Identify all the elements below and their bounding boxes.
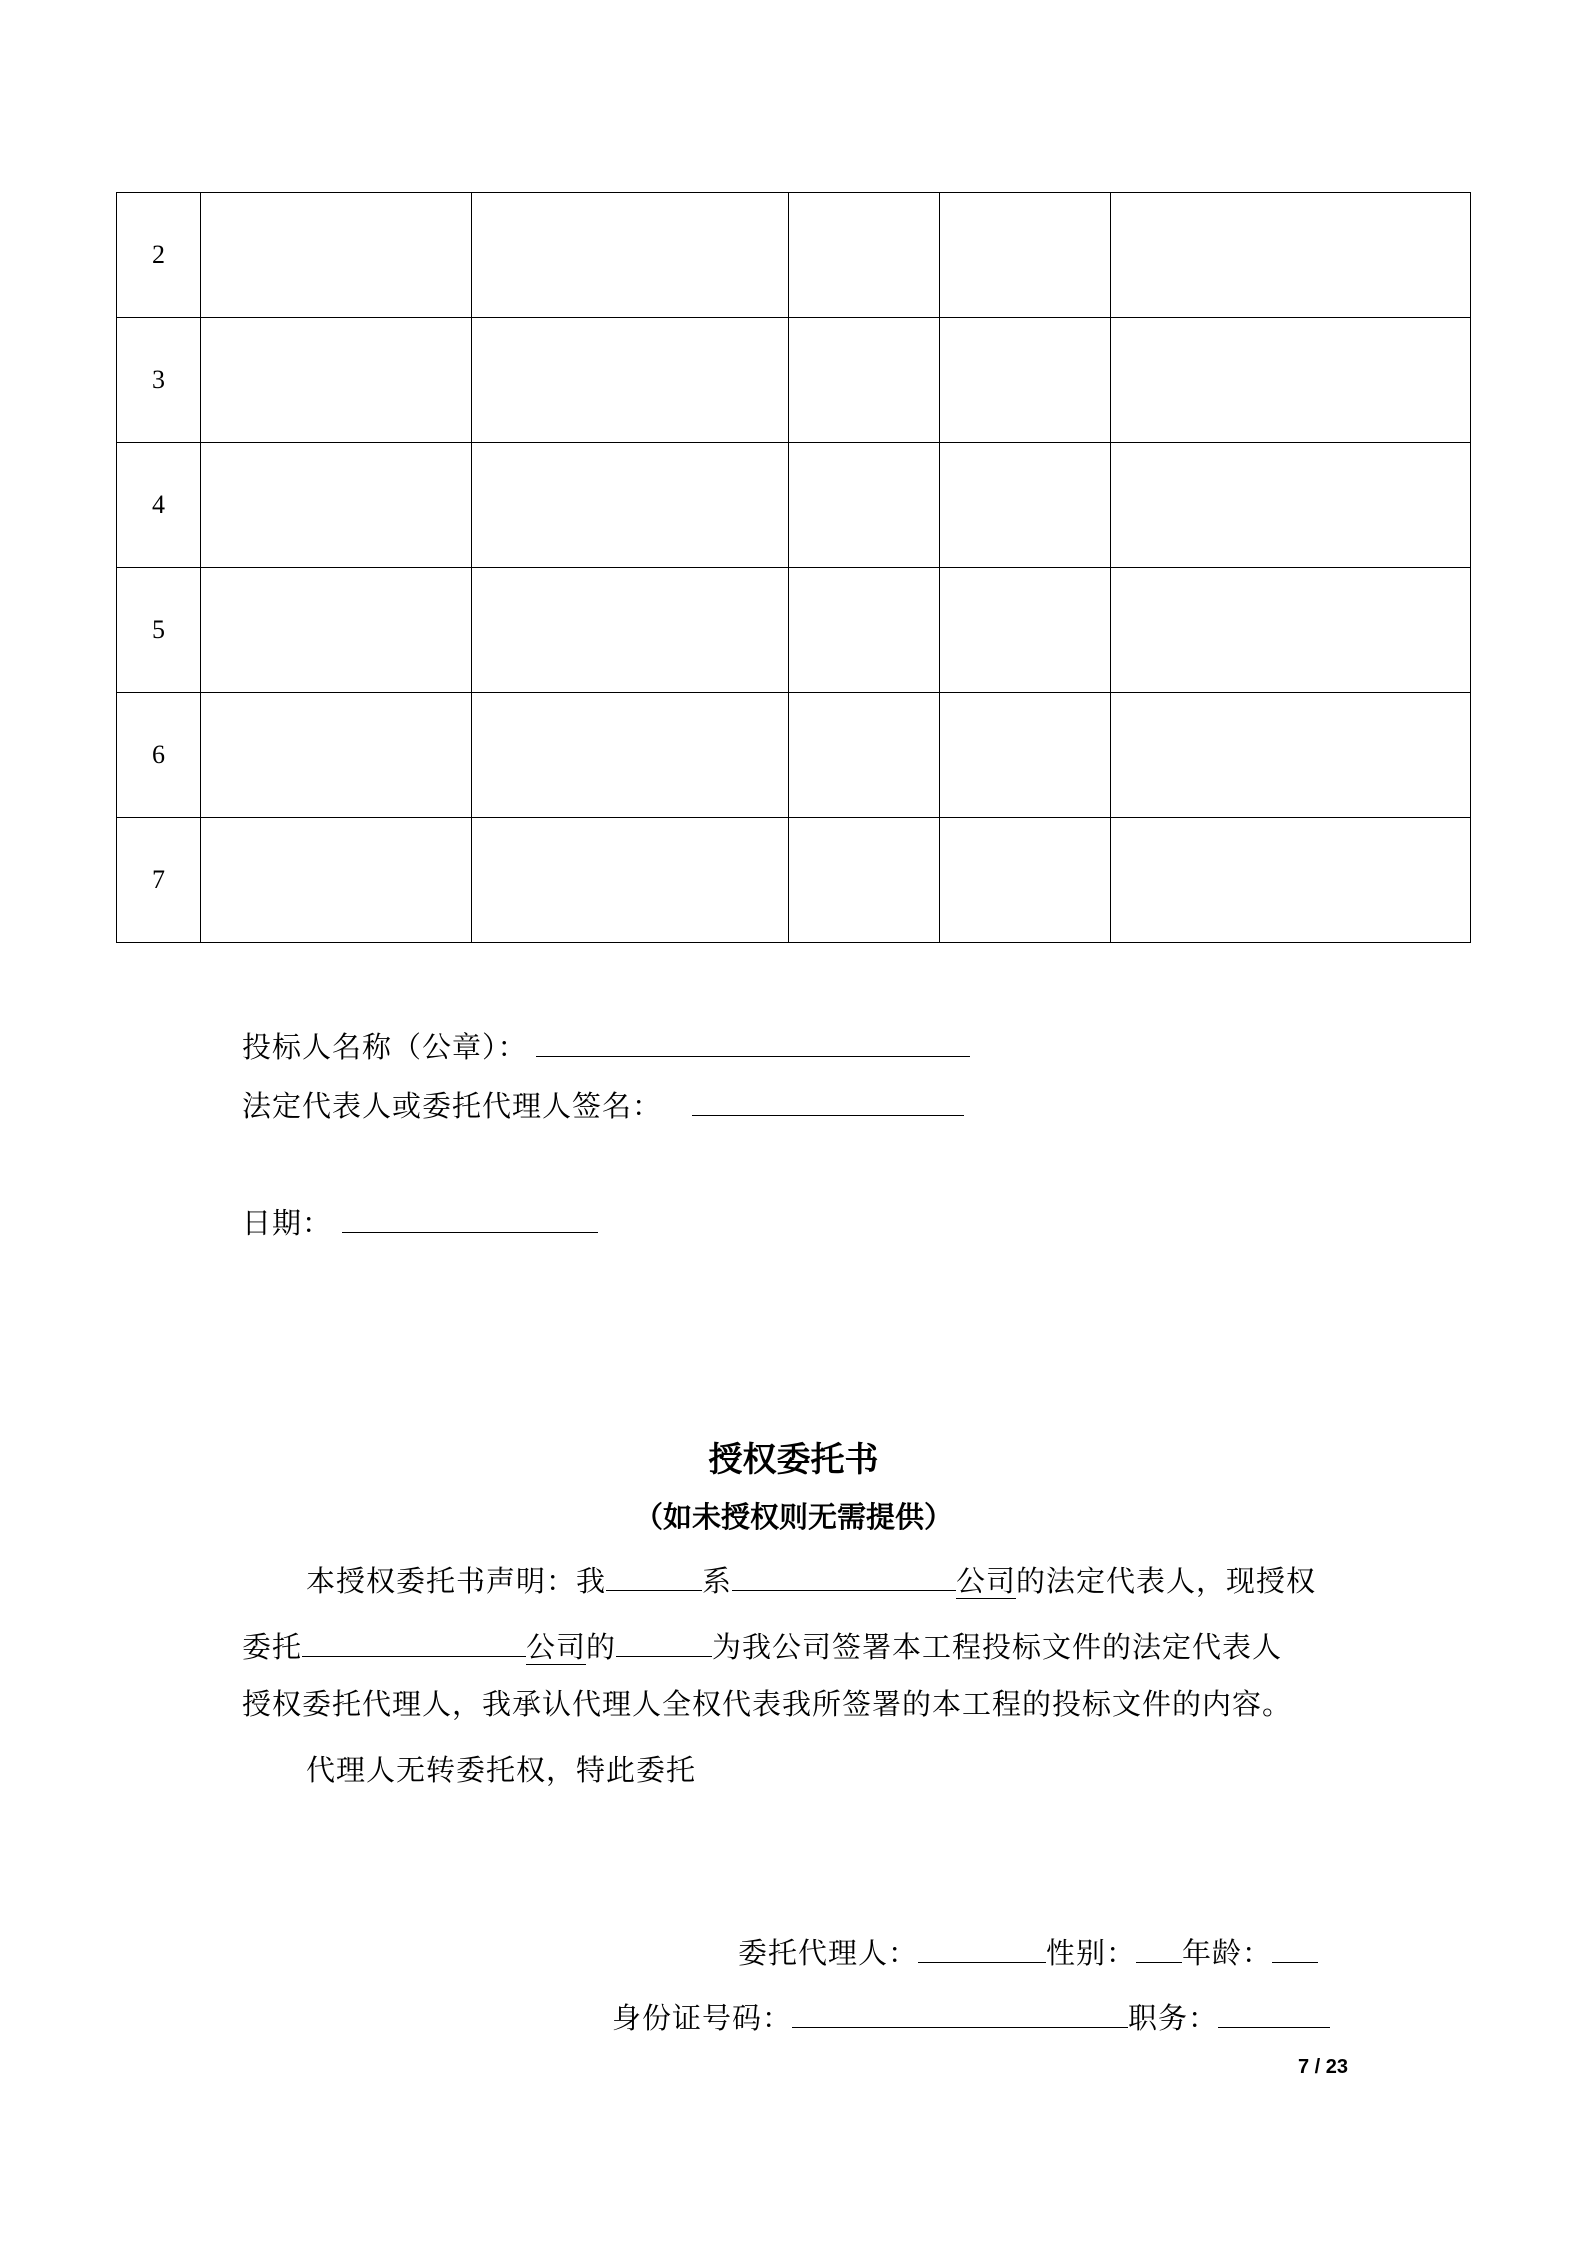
table-row <box>117 193 1471 318</box>
table-cell[interactable] <box>940 568 1111 693</box>
statement-text: 为我公司签署本工程投标文件的法定代表人 <box>712 1630 1283 1664</box>
table-row <box>117 568 1471 693</box>
table-row <box>117 693 1471 818</box>
paragraph-line-3: 授权委托代理人，我承认代理人全权代表我所签署的本工程的投标文件的内容。 <box>242 1687 1293 1721</box>
row-number: 7 <box>117 818 201 943</box>
row-number: 6 <box>117 693 201 818</box>
age-field[interactable] <box>1272 1932 1318 1963</box>
agent-name-field[interactable] <box>616 1626 712 1657</box>
table-cell[interactable] <box>1111 443 1471 568</box>
id-label: 身份证号码： <box>612 2001 793 2035</box>
table-cell[interactable] <box>472 193 789 318</box>
id-number-field[interactable] <box>792 1997 1128 2028</box>
statement-text: 本授权委托书声明：我 <box>306 1564 607 1598</box>
age-label: 年龄： <box>1182 1936 1273 1970</box>
table-cell[interactable] <box>201 568 472 693</box>
statement-text: 的 <box>586 1630 617 1664</box>
row-number: 3 <box>117 318 201 443</box>
table-cell[interactable] <box>940 318 1111 443</box>
page-number: 7 / 23 <box>1297 2056 1348 2078</box>
table-cell[interactable] <box>201 693 472 818</box>
table-cell[interactable] <box>201 193 472 318</box>
company-name-field[interactable] <box>732 1560 956 1591</box>
bidder-name-label: 投标人名称（公章）： <box>242 1030 528 1064</box>
table-cell[interactable] <box>1111 818 1471 943</box>
row-number: 4 <box>117 443 201 568</box>
table-cell[interactable] <box>472 318 789 443</box>
gender-label: 性别： <box>1046 1936 1137 1970</box>
table-cell[interactable] <box>789 693 940 818</box>
table-cell[interactable] <box>201 443 472 568</box>
signer-row <box>242 1085 964 1124</box>
authorization-subtitle: （如未授权则无需提供） <box>633 1500 953 1534</box>
table-cell[interactable] <box>940 693 1111 818</box>
table-cell[interactable] <box>940 818 1111 943</box>
legal-rep-name-field[interactable] <box>606 1560 702 1591</box>
table-cell[interactable] <box>472 818 789 943</box>
table-cell[interactable] <box>472 443 789 568</box>
statement-text: 委托 <box>242 1630 303 1664</box>
agent-company-field[interactable] <box>302 1626 526 1657</box>
agent-field[interactable] <box>918 1932 1046 1963</box>
table-cell[interactable] <box>940 443 1111 568</box>
signer-field[interactable] <box>692 1085 964 1116</box>
table-cell[interactable] <box>1111 568 1471 693</box>
table-cell[interactable] <box>789 443 940 568</box>
position-label: 职务： <box>1128 2001 1219 2035</box>
table-cell[interactable] <box>789 318 940 443</box>
agent-label: 委托代理人： <box>738 1936 919 1970</box>
table-cell[interactable] <box>1111 693 1471 818</box>
table-cell[interactable] <box>201 318 472 443</box>
id-info-row <box>612 1997 1330 2036</box>
authorization-title: 授权委托书 <box>708 1440 879 1480</box>
paragraph-2: 代理人无转委托权，特此委托 <box>306 1753 697 1787</box>
statement-text: 公司 <box>956 1564 1017 1598</box>
statement-text: 系 <box>702 1564 733 1598</box>
table-row <box>117 818 1471 943</box>
date-row <box>242 1202 598 1241</box>
table-cell[interactable] <box>940 193 1111 318</box>
agent-info-row <box>738 1932 1318 1971</box>
table-row <box>117 443 1471 568</box>
table-cell[interactable] <box>1111 193 1471 318</box>
gender-field[interactable] <box>1136 1932 1182 1963</box>
table-cell[interactable] <box>472 693 789 818</box>
bidder-name-row <box>242 1026 970 1065</box>
row-number: 2 <box>117 193 201 318</box>
table-cell[interactable] <box>201 818 472 943</box>
table-cell[interactable] <box>472 568 789 693</box>
signer-label: 法定代表人或委托代理人签名： <box>242 1089 663 1123</box>
table-cell[interactable] <box>789 193 940 318</box>
bidder-name-field[interactable] <box>536 1026 970 1057</box>
date-field[interactable] <box>342 1202 598 1233</box>
date-label: 日期： <box>242 1206 333 1240</box>
table-row <box>117 318 1471 443</box>
table-cell[interactable] <box>1111 318 1471 443</box>
paragraph-line-2 <box>242 1626 1282 1665</box>
row-number: 5 <box>117 568 201 693</box>
table-cell[interactable] <box>789 818 940 943</box>
items-table <box>116 192 1471 943</box>
statement-text: 的法定代表人，现授权 <box>1016 1564 1317 1598</box>
position-field[interactable] <box>1218 1997 1330 2028</box>
statement-text: 公司 <box>526 1630 587 1664</box>
paragraph-line-1 <box>306 1560 1316 1599</box>
table-cell[interactable] <box>789 568 940 693</box>
